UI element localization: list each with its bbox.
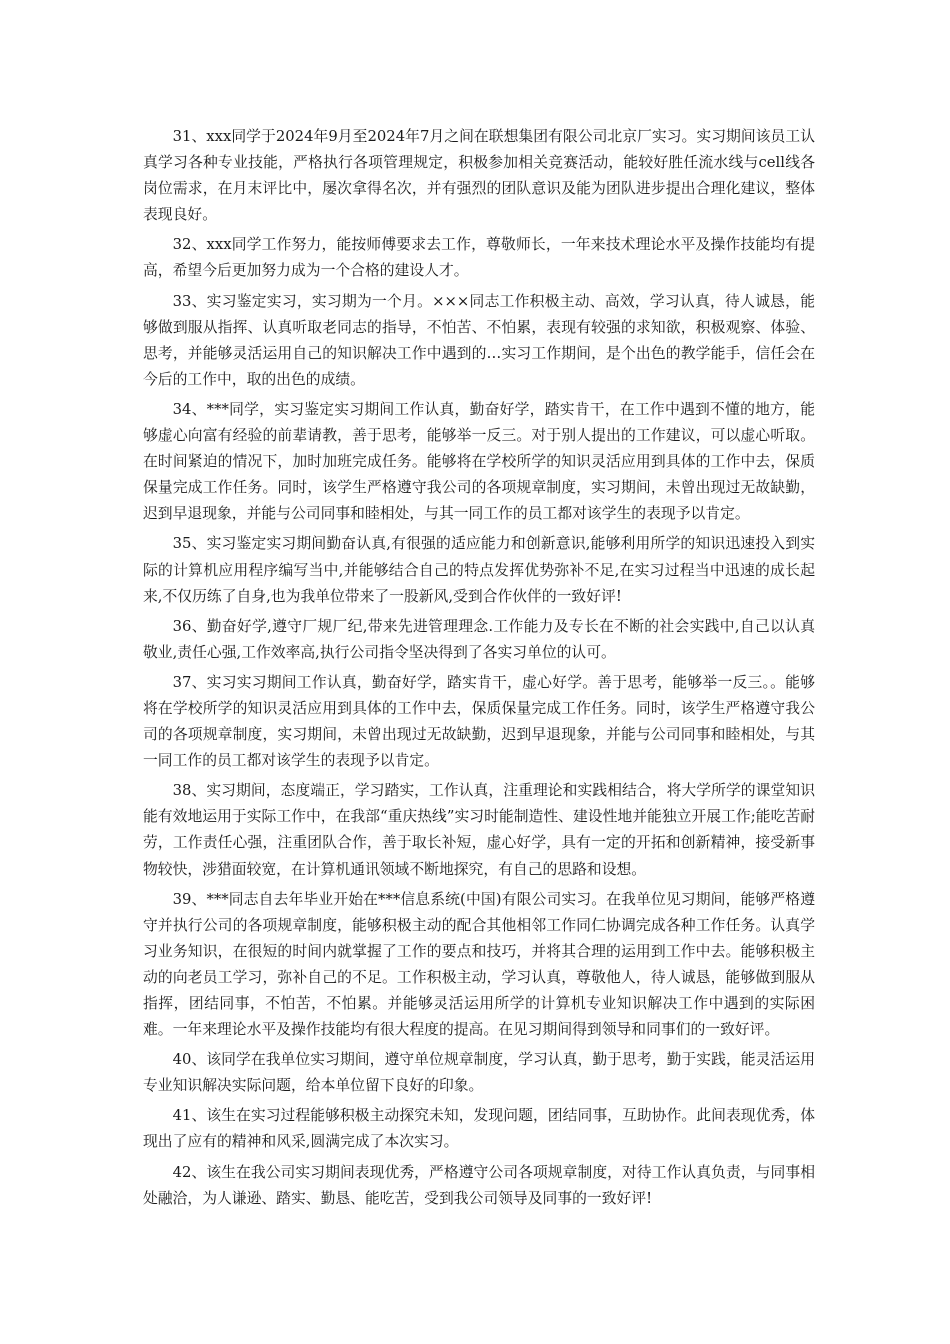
paragraph-34: 34、***同学，实习鉴定实习期间工作认真，勤奋好学，踏实肯干，在工作中遇到不懂的地方，能够虚心向富有经验的前辈请教，善于思考，能够举一反三。对于别人提出的工作建议，可以虚心听取。在时间紧迫的情况下，加时加班完成任务。能够将在学校所学的知识灵活应用到具体的工作中去，保质保量完成工作任务。同时，该学生严格遵守我公司的各项规章制度，实习期间，未曾出现过无故缺勤，迟到早退现象，并能与公司同事和睦相处，与其一同工作的员工都对该学生的表现予以肯定。 <box>143 400 815 523</box>
paragraph-31: 31、xxx同学于2024年9月至2024年7月之间在联想集团有限公司北京厂实习。实习期间该员工认真学习各种专业技能，严格执行各项管理规定，积极参加相关竞赛活动，能较好胜任流水线与cell线各岗位需求，在月末评比中，屡次拿得名次，并有强烈的团队意识及能为团队进步提出合理化建议，整体表现良好。 <box>143 128 815 224</box>
paragraph-32: 32、xxx同学工作努力，能按师傅要求去工作，尊敬师长，一年来技术理论水平及操作技能均有提高，希望今后更加努力成为一个合格的建设人才。 <box>143 236 815 280</box>
document-body <box>143 124 815 1216</box>
paragraph-39: 39、***同志自去年毕业开始在***信息系统(中国)有限公司实习。在我单位见习期间，能够严格遵守并执行公司的各项规章制度，能够积极主动的配合其他相邻工作同仁协调完成各种工作任务。认真学习业务知识，在很短的时间内就掌握了工作的要点和技巧，并将其合理的运用到工作中去。能够积极主动的向老员工学习，弥补自己的不足。工作积极主动，学习认真，尊敬他人，待人诚恳，能够做到服从指挥，团结同事，不怕苦，不怕累。并能够灵活运用所学的计算机专业知识解决工作中遇到的实际困难。一年来理论水平及操作技能均有很大程度的提高。在见习期间得到领导和同事们的一致好评。 <box>143 890 815 1039</box>
paragraph-33: 33、实习鉴定实习，实习期为一个月。×××同志工作积极主动、高效，学习认真，待人诚恳，能够做到服从指挥、认真听取老同志的指导，不怕苦、不怕累，表现有较强的求知欲，积极观察、体验、思考，并能够灵活运用自己的知识解决工作中遇到的…实习工作期间，是个出色的教学能手，信任会在今后的工作中，取的出色的成绩。 <box>143 292 815 388</box>
paragraph-40: 40、该同学在我单位实习期间，遵守单位规章制度，学习认真，勤于思考，勤于实践，能灵活运用专业知识解决实际问题，给本单位留下良好的印象。 <box>143 1051 815 1095</box>
paragraph-35: 35、实习鉴定实习期间勤奋认真,有很强的适应能力和创新意识,能够利用所学的知识迅速投入到实际的计算机应用程序编写当中,并能够结合自己的特点发挥优势弥补不足,在实习过程当中迅速的成长起来,不仅历练了自身,也为我单位带来了一股新风,受到合作伙伴的一致好评! <box>143 535 815 605</box>
paragraph-38: 38、实习期间，态度端正，学习踏实，工作认真，注重理论和实践相结合，将大学所学的课堂知识能有效地运用于实际工作中，在我部“重庆热线”实习时能制造性、建设性地并能独立开展工作;能吃苦耐劳，工作责任心强，注重团队合作，善于取长补短，虚心好学，具有一定的开拓和创新精神，接受新事物较快，涉猎面较宽，在计算机通讯领域不断地探究，有自己的思路和设想。 <box>143 782 815 878</box>
paragraph-42: 42、该生在我公司实习期间表现优秀，严格遵守公司各项规章制度，对待工作认真负责，与同事相处融洽，为人谦逊、踏实、勤恳、能吃苦，受到我公司领导及同事的一致好评! <box>143 1163 815 1207</box>
paragraph-37: 37、实习实习期间工作认真，勤奋好学，踏实肯干，虚心好学。善于思考，能够举一反三。。能够将在学校所学的知识灵活应用到具体的工作中去，保质保量完成工作任务。同时，该学生严格遵守我公司的各项规章制度，实习期间，未曾出现过无故缺勤，迟到早退现象，并能与公司同事和睦相处，与其一同工作的员工都对该学生的表现予以肯定。 <box>143 673 815 770</box>
paragraph-36: 36、勤奋好学,遵守厂规厂纪,带来先进管理理念.工作能力及专长在不断的社会实践中,自己以认真敬业,责任心强,工作效率高,执行公司指令坚决得到了各实习单位的认可。 <box>143 617 815 661</box>
paragraph-41: 41、该生在实习过程能够积极主动探究未知，发现问题，团结同事，互助协作。此间表现优秀，体现出了应有的精神和风采,圆满完成了本次实习。 <box>143 1107 815 1151</box>
